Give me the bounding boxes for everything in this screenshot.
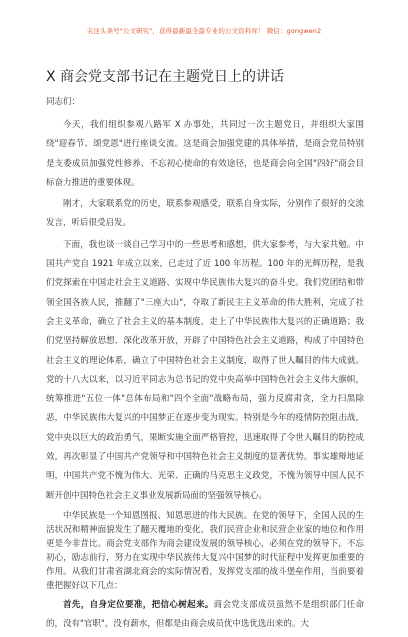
paragraph-text: 今天，我们组织参观八路军 X 办事处，共同过一次主题党日，并组织大家围绕"迎春节、颂党恩"进行座谈交流。这是商会加强党建的具体举措，是商会党员特别是支委成员加强党性修养、不忘初心使命的有效途径，也是商会向全国"四好"商会目标奋力推进的重要体现。 bbox=[46, 120, 364, 188]
paragraph-text: 刚才，大家联系党的历史，联系参观感受，联系自身实际，分别作了很好的交流发言，听后很受启发。 bbox=[46, 199, 364, 229]
speech-body bbox=[46, 116, 364, 637]
paragraph bbox=[46, 116, 364, 193]
paragraph-text: 下面，我也谈一谈自己学习中的一些思考和感想，供大家参考，与大家共勉。中国共产党自 1921 年成立以来，已走过了近 100 年历程。100 年的光辉历程，是我们党探索在中国走社会主义道路、实现中华民族伟大复兴的奋斗史。我们党团结和带领全国各族人民，推翻了"三座大山"，夺取了新民主主义革命的伟大胜利，完成了社会主义革命，确立了社会主义的基本制度，走上了中华民族伟大复兴的正确道路；我们党坚持解放思想、深化改革开放，开辟了中国特色社会主义道路，构成了中国特色社会主义的理论体系，确立了中国特色社会主义制度，取得了世人瞩目的伟大成就。党的十八大以来，以习近平同志为总书记的党中央高举中国特色社会主义伟大旗帜，统筹推进"五位一体"总体布局和"四个全面"战略布局，强力反腐肃贪，全力扫黑除恶，中华民族伟大复兴的中国梦正在逐步变为现实。特别是今年的疫情防控阻击战，党中央以巨大的政治勇气，果断实施全面严格管控，迅速取得了令世人瞩目的防控成效，再次彰显了中国共产党领导和中国特色社会主义制度的显著优势。事实雄辩地证明，中国共产党不愧为伟大、光荣、正确的马克思主义政党，不愧为领导中国人民不断开创中国特色社会主义事业发展新局面的坚强领导核心。 bbox=[46, 239, 364, 501]
greeting: 同志们： bbox=[46, 97, 81, 107]
paragraph bbox=[46, 509, 364, 593]
paragraph-lead: 首先，自身定位要准，把信心树起来。 bbox=[63, 599, 214, 610]
promo-banner: 关注头条号"公文研究"，获得最新最全最专业的公文资料库！ 微信：gongwen2 bbox=[86, 27, 322, 35]
page-title: X 商会党支部书记在主题党日上的讲话 bbox=[46, 69, 285, 85]
paragraph-text: 中华民族是一个知恩图报、知恩思进的伟大民族。在党的领导下，全国人民的生活状况和精神面貌发生了翻天覆地的变化，我们民营企业和民营企业家的地位和作用更是今非昔比。商会党支部作为商会建设发展的领导核心，必须在党的领导下，不忘初心，励志前行，努力在实现中华民族伟大复兴中国梦的时代征程中发挥更加重要的作用。从我们甘肃省湖北商会的实际情况看，发挥党支部的战斗堡垒作用，当前要着重把握好以下几点： bbox=[46, 510, 364, 591]
paragraph-text: 商会党支部成员虽然不是组织部门任命的，没有"官职"，没有薪水，但都是由商会成员优中选优选出来的。大 bbox=[46, 599, 364, 630]
paragraph bbox=[46, 596, 364, 635]
paragraph bbox=[46, 195, 364, 234]
paragraph bbox=[46, 236, 364, 506]
